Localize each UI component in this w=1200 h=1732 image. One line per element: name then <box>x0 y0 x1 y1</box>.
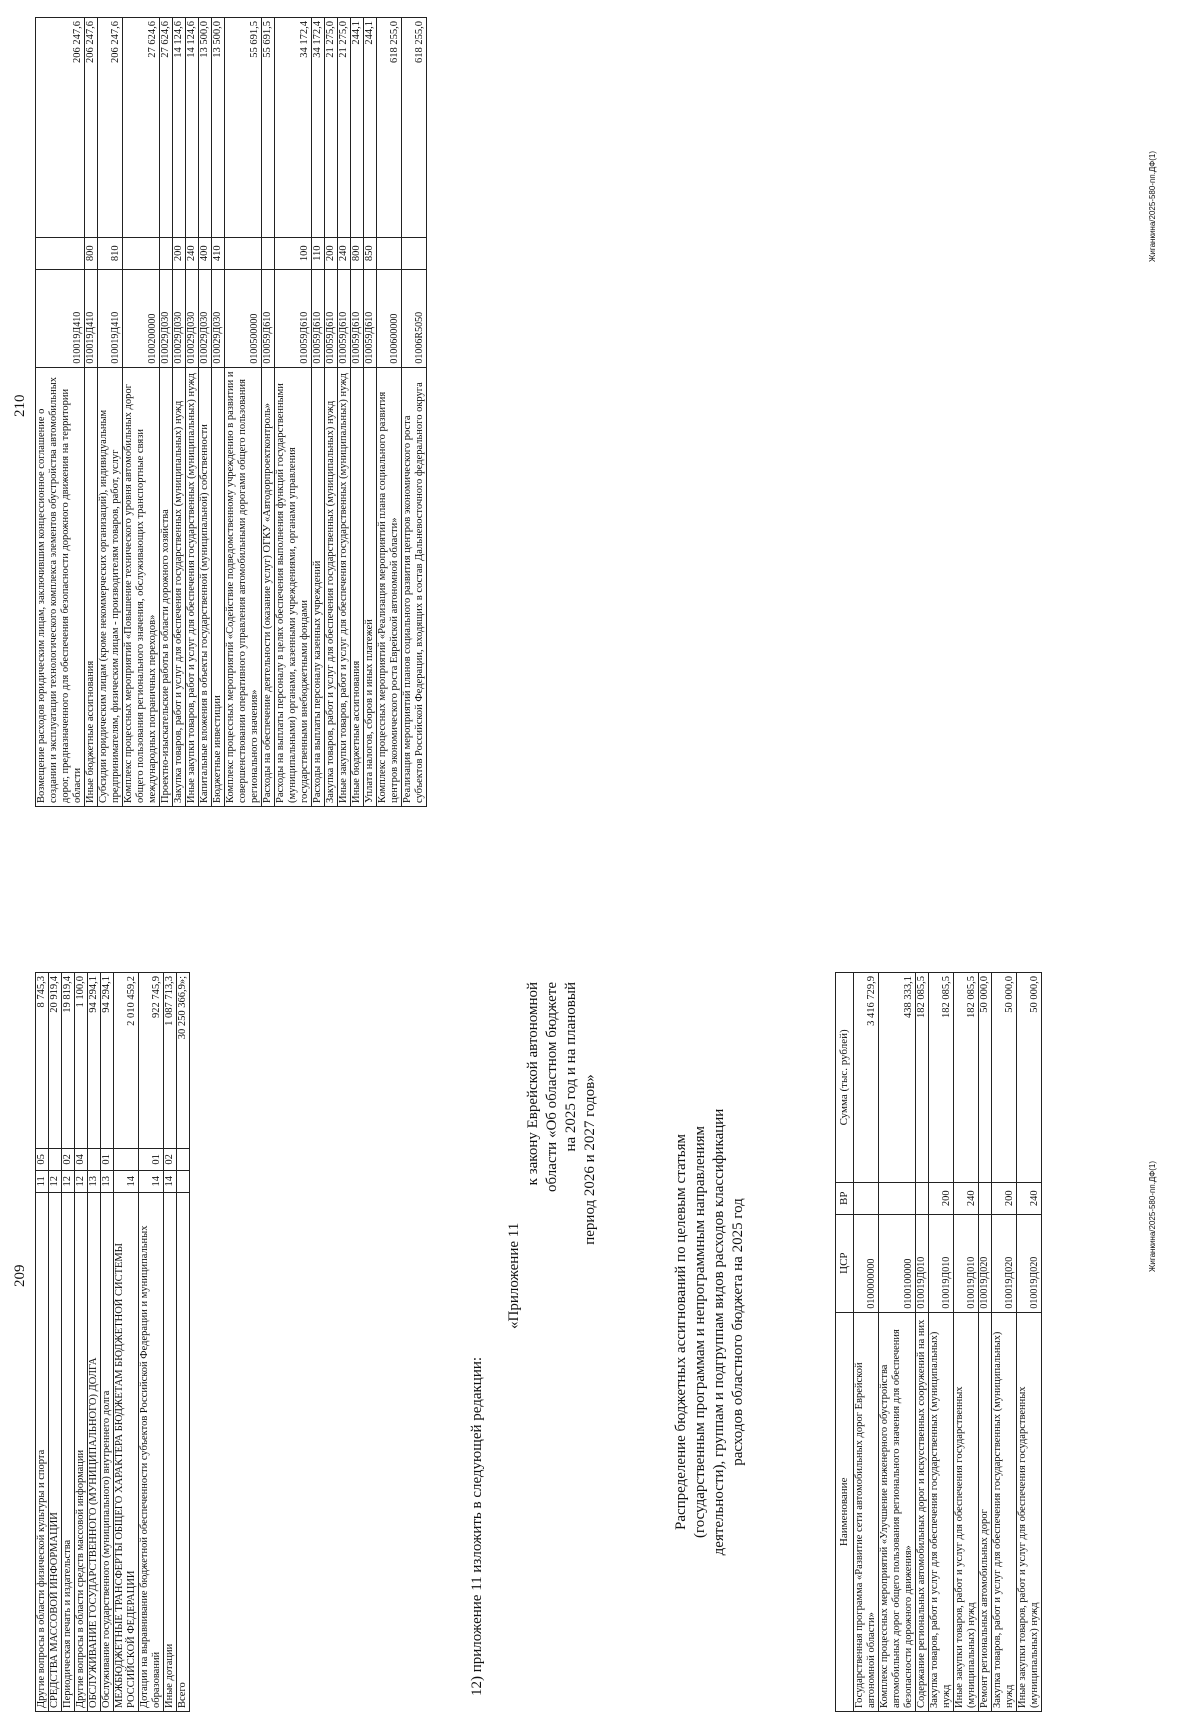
row-name: Иные бюджетные ассигнования <box>85 367 98 806</box>
row-name: Всего <box>177 1192 190 1711</box>
row-sum: 3 416 729,9 <box>854 973 879 1183</box>
row-name: Другие вопросы в области средств массовой информации <box>75 1192 88 1711</box>
row-name: Содержание региональных автомобильных дорог и искусственных сооружений на них <box>916 1312 929 1711</box>
row-expense-type: 200 <box>992 1182 1017 1214</box>
row-target-code: 010059Д610 <box>351 269 364 367</box>
row-name: Ремонт региональных автомобильных дорог <box>979 1312 992 1711</box>
table-row <box>338 18 351 807</box>
row-subsection: 01 <box>101 1148 114 1170</box>
row-subsection: 05 <box>36 1148 49 1170</box>
table-row <box>364 18 377 807</box>
row-target-code: 010059Д610 <box>325 269 338 367</box>
row-target-code: 0100600000 <box>377 269 402 367</box>
row-target-code: 010029Д030 <box>173 269 186 367</box>
row-name: Возмещение расходов юридическим лицам, заключившим концессионное соглашение о создании и эксплуатации технологического комплекса элементов обустройства автомобильных дорог, предназначенного для обеспечения безопасности дорожного движения на территории области <box>36 367 85 806</box>
row-expense-type <box>854 1182 879 1214</box>
row-sum: 21 275,0 <box>338 18 351 238</box>
row-sum: 55 691,5 <box>262 18 275 238</box>
row-name: Иные бюджетные ассигнования <box>351 367 364 806</box>
row-section: 12 <box>62 1170 75 1192</box>
row-sum: 14 124,6 <box>173 18 186 238</box>
table-row <box>325 18 338 807</box>
header-sum: Сумма (тыс. рублей) <box>836 973 854 1183</box>
table-row <box>262 18 275 807</box>
row-name: Комплекс процессных мероприятий «Реализация мероприятий плана социального развития центров экономического роста Еврейской автономной области» <box>377 367 402 806</box>
appendix-line: «Приложение 11 <box>506 1222 522 1329</box>
row-section: 13 <box>101 1170 114 1192</box>
row-name: Расходы на выплаты персоналу в целях обеспечения выполнения функций государственными (муниципальными) органами, казенными учреждениями, органами управления государственными внебюджетными фондами <box>275 367 312 806</box>
row-sum: 13 500,0 <box>199 18 212 238</box>
row-expense-type: 240 <box>954 1182 979 1214</box>
table-row <box>402 18 427 807</box>
table-row <box>351 18 364 807</box>
table-row <box>139 973 164 1712</box>
row-expense-type: 200 <box>173 237 186 269</box>
row-expense-type: 810 <box>98 237 123 269</box>
table-row <box>101 973 114 1712</box>
row-name: Иные закупки товаров, работ и услуг для обеспечения государственных (муниципальных) нужд <box>338 367 351 806</box>
right-main-table <box>35 17 427 807</box>
table-row <box>36 973 49 1712</box>
row-subsection: 04 <box>75 1148 88 1170</box>
page-number-right: 210 <box>12 394 28 417</box>
row-target-code: 010059Д610 <box>312 269 325 367</box>
table-row <box>177 973 190 1712</box>
table-row <box>36 18 85 807</box>
row-section: 12 <box>49 1170 62 1192</box>
table-row <box>225 18 262 807</box>
row-sum: 244,1 <box>351 18 364 238</box>
row-name: Субсидии юридическим лицам (кроме некоммерческих организаций), индивидуальным предпринимателям, физическим лицам - производителям товаров, работ, услуг <box>98 367 123 806</box>
row-name: Государственная программа «Развитие сети автомобильных дорог Еврейской автономной области» <box>854 1312 879 1711</box>
table-row <box>160 18 173 807</box>
row-sum: 21 275,0 <box>325 18 338 238</box>
row-sum: 8 745,3 <box>36 973 49 1149</box>
row-section: 14 <box>114 1170 139 1192</box>
row-target-code: 010019Д020 <box>1017 1214 1042 1312</box>
appendix-heading <box>505 982 600 1337</box>
table-row <box>377 18 402 807</box>
row-name: Иные закупки товаров, работ и услуг для обеспечения государственных (муниципальных) нужд <box>186 367 199 806</box>
row-name: СРЕДСТВА МАССОВОЙ ИНФОРМАЦИИ <box>49 1192 62 1711</box>
row-target-code: 010029Д030 <box>186 269 199 367</box>
row-subsection <box>177 1148 190 1170</box>
row-target-code: 010059Д610 <box>338 269 351 367</box>
row-target-code: 010029Д030 <box>212 269 225 367</box>
row-expense-type <box>979 1182 992 1214</box>
row-expense-type: 200 <box>929 1182 954 1214</box>
appendix-line: области «Об областном бюджете <box>544 982 560 1192</box>
row-section: 12 <box>75 1170 88 1192</box>
row-target-code: 010059Д610 <box>364 269 377 367</box>
row-sum: 182 085,5 <box>954 973 979 1183</box>
table-row <box>49 973 62 1712</box>
row-sum: 27 624,6 <box>160 18 173 238</box>
row-expense-type: 410 <box>212 237 225 269</box>
row-expense-type <box>36 237 85 269</box>
table-row <box>916 973 929 1712</box>
left-main-table <box>835 972 1042 1712</box>
row-name: Обслуживание государственного (муниципального) внутреннего долга <box>101 1192 114 1711</box>
table-row <box>114 973 139 1712</box>
row-target-code: 0100500000 <box>225 269 262 367</box>
table-row <box>212 18 225 807</box>
row-name: Капитальные вложения в объекты государственной (муниципальной) собственности <box>199 367 212 806</box>
row-sum: 34 172,4 <box>275 18 312 238</box>
row-sum: 618 255,0 <box>377 18 402 238</box>
row-expense-type: 400 <box>199 237 212 269</box>
row-sum: 206 247,6 <box>36 18 85 238</box>
row-name: Реализация мероприятий планов социального развития центров экономического роста субъектов Российской Федерации, входящих в состав Дальневосточного федерального округа <box>402 367 427 806</box>
row-expense-type <box>160 237 173 269</box>
row-target-code: 010019Д410 <box>98 269 123 367</box>
table-row <box>992 973 1017 1712</box>
row-section: 14 <box>164 1170 177 1192</box>
row-section: 11 <box>36 1170 49 1192</box>
table-row <box>62 973 75 1712</box>
row-subsection: 02 <box>164 1148 177 1170</box>
row-name: Расходы на обеспечение деятельности (оказание услуг) ОГКУ «Автодорпроектконтроль» <box>262 367 275 806</box>
row-sum: 922 745,9 <box>139 973 164 1149</box>
row-name: Уплата налогов, сборов и иных платежей <box>364 367 377 806</box>
row-subsection <box>49 1148 62 1170</box>
table-row <box>186 18 199 807</box>
row-sum: 438 333,1 <box>879 973 916 1183</box>
row-sum: 94 294,1 <box>88 973 101 1149</box>
row-name: Бюджетные инвестиции <box>212 367 225 806</box>
title-line: (государственным программам и непрограммным направлениям <box>692 1125 708 1539</box>
appendix-line: период 2026 и 2027 годов» <box>582 1074 598 1245</box>
table-row <box>98 18 123 807</box>
row-expense-type: 100 <box>275 237 312 269</box>
row-name: Расходы на выплаты персоналу казенных учреждений <box>312 367 325 806</box>
header-csr: ЦСР <box>836 1214 854 1312</box>
row-name: МЕЖБЮДЖЕТНЫЕ ТРАНСФЕРТЫ ОБЩЕГО ХАРАКТЕРА БЮДЖЕТАМ БЮДЖЕТНОЙ СИСТЕМЫ РОССИЙСКОЙ ФЕДЕРАЦИИ <box>114 1192 139 1711</box>
row-expense-type: 800 <box>351 237 364 269</box>
row-sum: 34 172,4 <box>312 18 325 238</box>
row-target-code: 010029Д030 <box>160 269 173 367</box>
row-sum: 13 500,0 <box>212 18 225 238</box>
table-row <box>312 18 325 807</box>
appendix-line: к закону Еврейской автономной <box>525 982 541 1186</box>
row-sum: 27 624,6 <box>123 18 160 238</box>
table-row <box>173 18 186 807</box>
table-row <box>979 973 992 1712</box>
row-sum: 182 085,5 <box>929 973 954 1183</box>
title-line: Распределение бюджетных ассигнований по целевым статьям <box>673 1134 689 1530</box>
row-subsection: 01 <box>139 1148 164 1170</box>
row-name: Закупка товаров, работ и услуг для обеспечения государственных (муниципальных) нужд <box>929 1312 954 1711</box>
row-name: Другие вопросы в области физической культуры и спорта <box>36 1192 49 1711</box>
row-target-code: 010019Д010 <box>929 1214 954 1312</box>
row-sum: 30 250 366,9»; <box>177 973 190 1149</box>
row-target-code: 0100100000 <box>879 1214 916 1312</box>
row-expense-type: 240 <box>186 237 199 269</box>
row-sum: 50 000,0 <box>979 973 992 1183</box>
row-name: ОБСЛУЖИВАНИЕ ГОСУДАРСТВЕННОГО (МУНИЦИПАЛЬНОГО) ДОЛГА <box>88 1192 101 1711</box>
document-title <box>672 962 748 1702</box>
amendment-paragraph: 12) приложение 11 изложить в следующей редакции: <box>469 1356 485 1696</box>
row-sum: 244,1 <box>364 18 377 238</box>
table-row <box>199 18 212 807</box>
row-expense-type: 200 <box>325 237 338 269</box>
row-sum: 1 100,0 <box>75 973 88 1149</box>
table-row <box>88 973 101 1712</box>
table-row <box>75 973 88 1712</box>
row-name: Иные дотации <box>164 1192 177 1711</box>
row-target-code: 01006R5050 <box>402 269 427 367</box>
row-target-code: 010019Д010 <box>954 1214 979 1312</box>
appendix-line: на 2025 год и на плановый <box>563 982 579 1152</box>
title-line: расходов областного бюджета на 2025 год <box>730 1198 746 1466</box>
row-name: Дотации на выравнивание бюджетной обеспеченности субъектов Российской Федерации и муниципальных образований <box>139 1192 164 1711</box>
table-header-row <box>836 973 854 1712</box>
row-sum: 2 010 459,2 <box>114 973 139 1149</box>
row-expense-type: 240 <box>1017 1182 1042 1214</box>
row-subsection: 02 <box>62 1148 75 1170</box>
table-row <box>85 18 98 807</box>
row-expense-type <box>879 1182 916 1214</box>
row-target-code: 0100200000 <box>123 269 160 367</box>
row-target-code: 010019Д410 <box>36 269 85 367</box>
row-name: Комплекс процессных мероприятий «Содействие подведомственному учреждению в развитии и совершенствовании оперативного управления автомобильными дорогами общего пользования регионального значения» <box>225 367 262 806</box>
row-subsection <box>114 1148 139 1170</box>
table-row <box>929 973 954 1712</box>
row-name: Периодическая печать и издательства <box>62 1192 75 1711</box>
row-name: Закупка товаров, работ и услуг для обеспечения государственных (муниципальных) нужд <box>173 367 186 806</box>
row-section <box>177 1170 190 1192</box>
footer-note-right: Жиганкина/2025-580-пп.ДФ(1) <box>1148 151 1157 262</box>
row-name: Комплекс процессных мероприятий «Улучшение инженерного обустройства автомобильных дорог общего пользования регионального значения для обеспечения безопасности дорожного движения» <box>879 1312 916 1711</box>
header-vr: ВР <box>836 1182 854 1214</box>
table-row <box>954 973 979 1712</box>
row-expense-type: 240 <box>338 237 351 269</box>
page-number-left: 209 <box>12 1264 28 1287</box>
row-expense-type: 800 <box>85 237 98 269</box>
table-row <box>1017 973 1042 1712</box>
row-sum: 206 247,6 <box>85 18 98 238</box>
row-name: Иные закупки товаров, работ и услуг для обеспечения государственных (муниципальных) нужд <box>1017 1312 1042 1711</box>
row-section: 14 <box>139 1170 164 1192</box>
row-expense-type: 110 <box>312 237 325 269</box>
row-sum: 19 819,4 <box>62 973 75 1149</box>
row-sum: 182 085,5 <box>916 973 929 1183</box>
row-expense-type <box>262 237 275 269</box>
row-subsection <box>88 1148 101 1170</box>
row-expense-type <box>377 237 402 269</box>
row-expense-type <box>916 1182 929 1214</box>
title-line: деятельности), группам и подгруппам видов расходов классификации <box>711 1108 727 1556</box>
row-sum: 94 294,1 <box>101 973 114 1149</box>
row-sum: 55 691,5 <box>225 18 262 238</box>
row-name: Закупка товаров, работ и услуг для обеспечения государственных (муниципальных) нужд <box>992 1312 1017 1711</box>
table-row <box>164 973 177 1712</box>
row-sum: 14 124,6 <box>186 18 199 238</box>
row-target-code: 010019Д410 <box>85 269 98 367</box>
row-target-code: 010019Д020 <box>992 1214 1017 1312</box>
row-target-code: 010019Д010 <box>916 1214 929 1312</box>
row-target-code: 010059Д610 <box>275 269 312 367</box>
row-target-code: 010059Д610 <box>262 269 275 367</box>
table-row <box>854 973 879 1712</box>
table-row <box>123 18 160 807</box>
row-target-code: 010029Д030 <box>199 269 212 367</box>
row-expense-type <box>123 237 160 269</box>
row-sum: 50 000,0 <box>1017 973 1042 1183</box>
row-sum: 50 000,0 <box>992 973 1017 1183</box>
row-sum: 618 255,0 <box>402 18 427 238</box>
row-section: 13 <box>88 1170 101 1192</box>
row-name: Проектно-изыскательские работы в области дорожного хозяйства <box>160 367 173 806</box>
row-sum: 20 919,4 <box>49 973 62 1149</box>
footer-note-left: Жиганкина/2025-580-пп.ДФ(1) <box>1148 1161 1157 1272</box>
row-name: Комплекс процессных мероприятий «Повышение технического уровня автомобильных дорог общего пользования регионального значения, обслуживающих транспортные связи международных пограничных переходов» <box>123 367 160 806</box>
row-expense-type <box>402 237 427 269</box>
row-sum: 206 247,6 <box>98 18 123 238</box>
table-row <box>275 18 312 807</box>
row-name: Закупка товаров, работ и услуг для обеспечения государственных (муниципальных) нужд <box>325 367 338 806</box>
left-top-table <box>35 972 190 1712</box>
row-target-code: 010019Д020 <box>979 1214 992 1312</box>
table-row <box>879 973 916 1712</box>
row-name: Иные закупки товаров, работ и услуг для обеспечения государственных (муниципальных) нужд <box>954 1312 979 1711</box>
row-expense-type: 850 <box>364 237 377 269</box>
row-sum: 1 087 713,3 <box>164 973 177 1149</box>
row-target-code: 0100000000 <box>854 1214 879 1312</box>
row-expense-type <box>225 237 262 269</box>
header-name: Наименование <box>836 1312 854 1711</box>
